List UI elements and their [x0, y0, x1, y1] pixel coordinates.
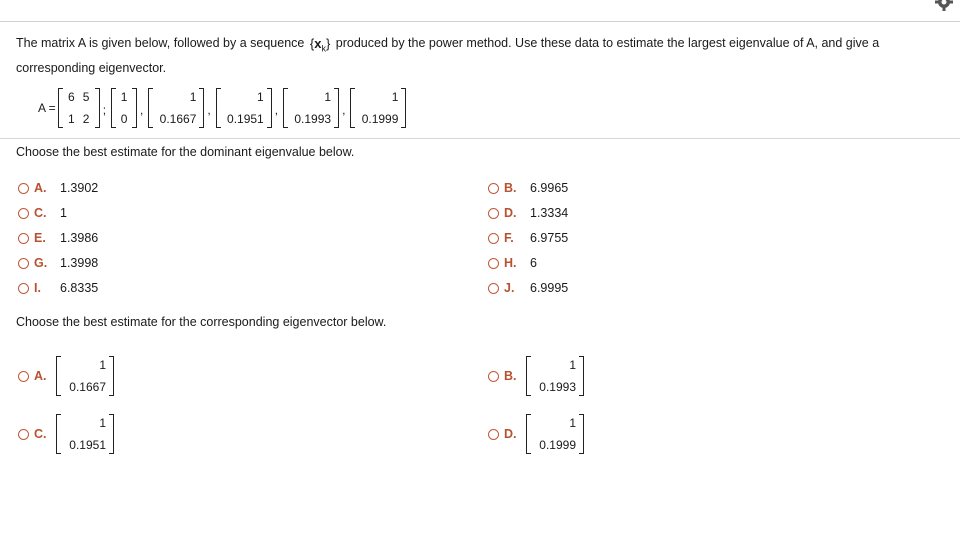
- eigenvector-prompt: Choose the best estimate for the corresponding eigenvector below.: [16, 315, 387, 329]
- radio-button[interactable]: [18, 208, 29, 219]
- sequence-vector: 1 0.1667: [148, 88, 204, 128]
- top-divider: [0, 21, 960, 22]
- eigenvalue-option-h[interactable]: H. 6: [488, 254, 537, 272]
- radio-button[interactable]: [488, 283, 499, 294]
- radio-button[interactable]: [18, 283, 29, 294]
- eigenvalue-option-g[interactable]: G. 1.3998: [18, 254, 98, 272]
- gear-icon[interactable]: [934, 0, 954, 12]
- radio-button[interactable]: [488, 233, 499, 244]
- vector: 1 0.1999: [526, 414, 584, 454]
- radio-button[interactable]: [18, 258, 29, 269]
- eigenvalue-option-i[interactable]: I. 6.8335: [18, 279, 98, 297]
- sequence-notation: $\{x_k\}$: [309, 36, 331, 54]
- radio-button[interactable]: [18, 183, 29, 194]
- sequence-vector: 1 0: [111, 88, 137, 128]
- matrix-a: 6 5 1 2: [58, 88, 100, 128]
- radio-button[interactable]: [18, 233, 29, 244]
- radio-button[interactable]: [18, 371, 29, 382]
- section-divider: [0, 138, 960, 139]
- sequence-vector: 1 0.1993: [283, 88, 339, 128]
- vector: 1 0.1993: [526, 356, 584, 396]
- eigenvalue-option-a[interactable]: A. 1.3902: [18, 179, 98, 197]
- radio-button[interactable]: [488, 371, 499, 382]
- eigenvalue-option-c[interactable]: C. 1: [18, 204, 67, 222]
- sequence-vector: 1 0.1951: [216, 88, 272, 128]
- eigenvalue-prompt: Choose the best estimate for the dominant eigenvalue below.: [16, 145, 355, 159]
- radio-button[interactable]: [18, 429, 29, 440]
- radio-button[interactable]: [488, 258, 499, 269]
- vector: 1 0.1667: [56, 356, 114, 396]
- eigenvalue-option-j[interactable]: J. 6.9995: [488, 279, 568, 297]
- eigenvector-option-d[interactable]: D. 1 0.1999: [488, 412, 584, 456]
- radio-button[interactable]: [488, 208, 499, 219]
- matrix-label: A =: [38, 101, 56, 115]
- eigenvalue-option-d[interactable]: D. 1.3334: [488, 204, 568, 222]
- eigenvalue-option-b[interactable]: B. 6.9965: [488, 179, 568, 197]
- eigenvector-option-c[interactable]: C. 1 0.1951: [18, 412, 114, 456]
- vector: 1 0.1951: [56, 414, 114, 454]
- radio-button[interactable]: [488, 183, 499, 194]
- question-text: The matrix A is given below, followed by a sequence $\{x_k\}$ produced by the power method. Use these data to estimate the largest eigenvalue of A, and give a corresponding eigenvector.: [16, 36, 880, 75]
- eigenvalue-option-e[interactable]: E. 1.3986: [18, 229, 98, 247]
- eigenvalue-option-f[interactable]: F. 6.9755: [488, 229, 568, 247]
- eigenvector-option-b[interactable]: B. 1 0.1993: [488, 354, 584, 398]
- matrix-data: A = 6 5 1 2 ; 1 0 , 1 0.1667 , 1 0.1951 , 1 0.1993 , 1 0.1999: [38, 88, 406, 128]
- eigenvector-option-a[interactable]: A. 1 0.1667: [18, 354, 114, 398]
- radio-button[interactable]: [488, 429, 499, 440]
- sequence-vector: 1 0.1999: [350, 88, 406, 128]
